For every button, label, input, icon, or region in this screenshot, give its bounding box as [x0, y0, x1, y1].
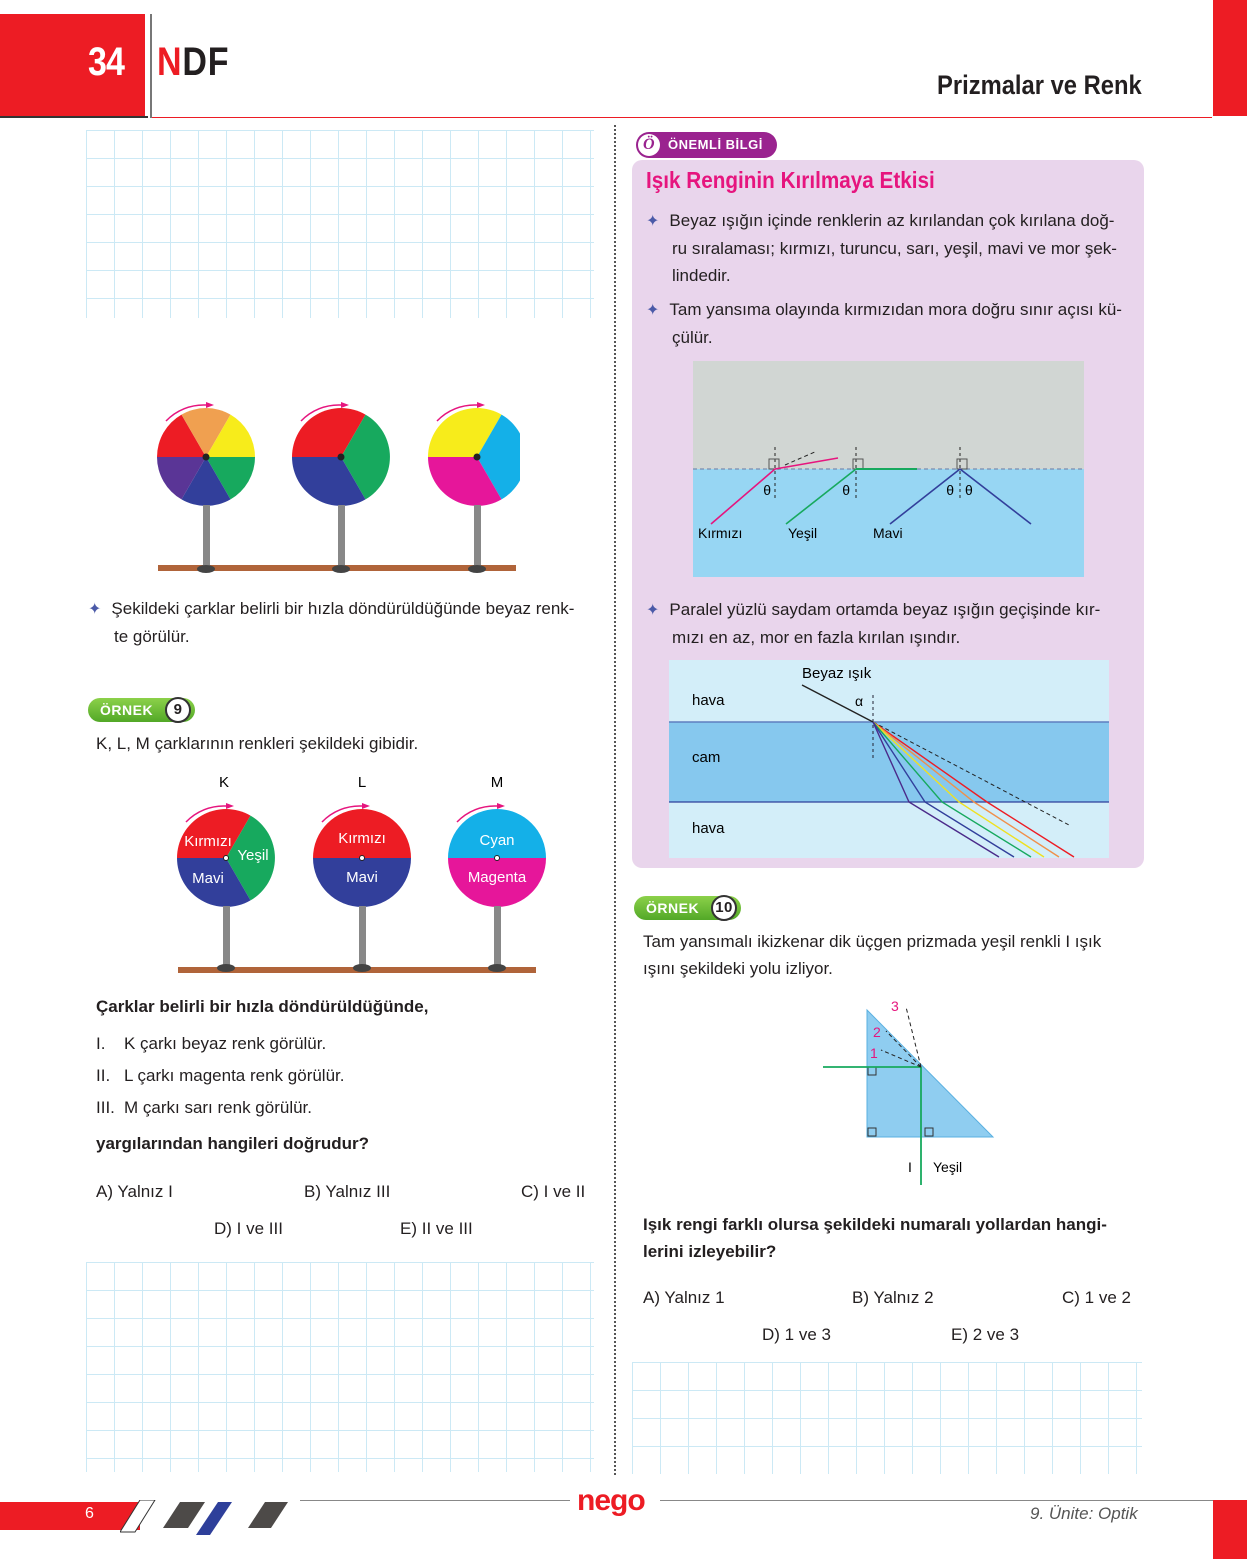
example-9-badge — [88, 698, 195, 722]
wheels-caption — [88, 595, 608, 650]
option-c[interactable]: C) I ve II — [521, 1182, 586, 1201]
brand-letter-n: N — [157, 40, 183, 84]
sparkle-bullet-icon: ✦ — [646, 213, 660, 230]
header-divider — [150, 14, 152, 118]
option-d[interactable]: D) 1 ve 3 — [762, 1325, 831, 1344]
bullet-line: ru sıralaması; kırmızı, turuncu, sarı, yeşil, mavi ve mor şek- — [672, 239, 1117, 258]
info-bullet-2 — [646, 296, 1136, 351]
wheel-label-k: K — [218, 774, 230, 791]
l-red-label: Kırmızı — [338, 830, 386, 847]
brand-rest: DF — [182, 40, 230, 84]
sparkle-bullet-icon: ✦ — [646, 302, 660, 319]
badge-label: ÖRNEK — [100, 702, 154, 718]
option-c[interactable]: C) 1 ve 2 — [1062, 1288, 1131, 1307]
path-number-3: 3 — [891, 998, 899, 1014]
footer-rule-right — [660, 1500, 1213, 1501]
m-cyan-label: Cyan — [479, 832, 515, 849]
badge-number: 10 — [711, 895, 737, 921]
notes-grid-bottom-left — [86, 1262, 594, 1472]
alpha-label: α — [855, 693, 864, 709]
option-a[interactable]: A) Yalnız I — [96, 1182, 173, 1201]
header-underline — [0, 116, 148, 118]
info-title: Işık Renginin Kırılmaya Etkisi — [646, 167, 935, 193]
header-red-tab — [1213, 0, 1247, 116]
ray-color-label: Yeşil — [933, 1159, 963, 1175]
option-e[interactable]: E) II ve III — [400, 1219, 473, 1238]
option-d[interactable]: D) I ve III — [214, 1219, 283, 1238]
wheel-m — [448, 803, 546, 972]
intro-line: ışını şekildeki yolu izliyor. — [643, 959, 833, 978]
sparkle-bullet-icon: ✦ — [646, 602, 660, 619]
example-10-badge — [634, 896, 741, 920]
wheel-k — [177, 803, 275, 972]
option-e[interactable]: E) 2 ve 3 — [951, 1325, 1020, 1344]
info-bullet-3 — [646, 596, 1136, 651]
statement-num: II. — [96, 1066, 111, 1085]
question-line: lerini izleyebilir? — [643, 1242, 777, 1261]
footer-red-block — [0, 1502, 140, 1530]
footer-page-number: 6 — [85, 1505, 94, 1522]
column-divider — [614, 125, 616, 1475]
bullet-line: Paralel yüzlü saydam ortamda beyaz ışığın geçişinde kır- — [669, 600, 1101, 619]
footer-red-tab — [1213, 1500, 1247, 1559]
footer-stripes — [120, 1500, 300, 1535]
k-blue-label: Mavi — [192, 870, 224, 887]
intro-line: Tam yansımalı ikizkenar dik üçgen prizmada yeşil renkli I ışık — [643, 932, 1102, 951]
statement-list — [96, 1030, 345, 1121]
theta-blue-right: θ — [965, 482, 973, 498]
path-number-1: 1 — [870, 1045, 878, 1061]
l-blue-label: Mavi — [346, 869, 378, 886]
statement-text: K çarkı beyaz renk görülür. — [124, 1034, 327, 1053]
publisher-logo: nego — [577, 1484, 645, 1517]
layer-cam: cam — [692, 749, 721, 766]
path-number-2: 2 — [873, 1024, 881, 1040]
bullet-line: mızı en az, mor en fazla kırılan ışındır. — [672, 628, 961, 647]
section-title: Prizmalar ve Renk — [937, 70, 1142, 100]
example-9-question-tail: yargılarından hangileri doğrudur? — [96, 1134, 369, 1153]
info-o-icon: Ö — [638, 134, 660, 156]
beyaz-isik-label: Beyaz ışık — [802, 665, 872, 682]
caption-line: Şekildeki çarklar belirli bir hızla döndürüldüğünde beyaz renk- — [111, 599, 575, 618]
header-rule — [152, 117, 1212, 118]
bullet-line: çülür. — [672, 328, 713, 347]
ray-label-i: I — [908, 1159, 912, 1175]
example-9-intro: K, L, M çarklarının renkleri şekildeki gibidir. — [96, 734, 419, 753]
wheel-six-color — [157, 402, 255, 573]
pill-label: ÖNEMLİ BİLGİ — [668, 137, 763, 152]
caption-line: te görülür. — [114, 627, 190, 646]
important-info-pill — [636, 132, 777, 158]
option-b[interactable]: B) Yalnız 2 — [852, 1288, 934, 1307]
bullet-line: Beyaz ışığın içinde renklerin az kırılandan çok kırılana doğ- — [669, 211, 1115, 230]
header-page-number: 34 — [88, 40, 125, 84]
statement — [96, 1094, 345, 1121]
notes-grid-top — [86, 130, 594, 318]
prism-diagram — [815, 995, 1005, 1190]
statement — [96, 1030, 345, 1057]
header-brand — [157, 40, 229, 85]
badge-number: 9 — [165, 697, 191, 723]
option-b[interactable]: B) Yalnız III — [304, 1182, 391, 1201]
theta-blue-left: θ — [946, 482, 954, 498]
theta-green: θ — [842, 482, 850, 498]
wheel-cmy — [428, 402, 520, 573]
example-9-question-lead: Çarklar belirli bir hızla döndürüldüğünde, — [96, 997, 429, 1016]
layer-hava-bottom: hava — [692, 820, 725, 837]
statement — [96, 1062, 345, 1089]
statement-num: III. — [96, 1098, 115, 1117]
label-mavi: Mavi — [873, 525, 903, 541]
label-kirmizi: Kırmızı — [698, 525, 743, 541]
sparkle-bullet-icon: ✦ — [88, 601, 102, 618]
example-10-question — [643, 1211, 1107, 1265]
wheel-label-l: L — [357, 774, 367, 791]
statement-text: L çarkı magenta renk görülür. — [124, 1066, 345, 1085]
label-yesil: Yeşil — [788, 525, 818, 541]
parallel-slab-diagram — [669, 660, 1109, 858]
option-a[interactable]: A) Yalnız 1 — [643, 1288, 725, 1307]
example-10-intro — [643, 928, 1101, 982]
footer-rule-left — [300, 1500, 570, 1501]
info-bullet-1 — [646, 207, 1136, 289]
theta-red: θ — [763, 482, 771, 498]
question-line: Işık rengi farklı olursa şekildeki numaralı yollardan hangi- — [643, 1215, 1107, 1234]
k-red-label: Kırmızı — [184, 833, 232, 850]
k-green-label: Yeşil — [237, 847, 269, 864]
footer-unit: 9. Ünite: Optik — [1030, 1504, 1138, 1523]
wheel-label-m: M — [490, 774, 504, 791]
wheel-l — [313, 803, 411, 972]
critical-angle-diagram — [693, 361, 1084, 577]
statement-num: I. — [96, 1034, 106, 1053]
klm-wheels-figure — [170, 765, 550, 980]
bullet-line: Tam yansıma olayında kırmızıdan mora doğru sınır açısı kü- — [669, 300, 1122, 319]
statement-text: M çarkı sarı renk görülür. — [124, 1098, 313, 1117]
color-wheels-figure — [150, 395, 520, 575]
bullet-line: lindedir. — [672, 266, 731, 285]
wheel-three-color — [292, 402, 390, 573]
layer-hava-top: hava — [692, 692, 725, 709]
m-magenta-label: Magenta — [467, 869, 527, 886]
badge-label: ÖRNEK — [646, 900, 700, 916]
notes-grid-bottom-right — [632, 1362, 1142, 1474]
